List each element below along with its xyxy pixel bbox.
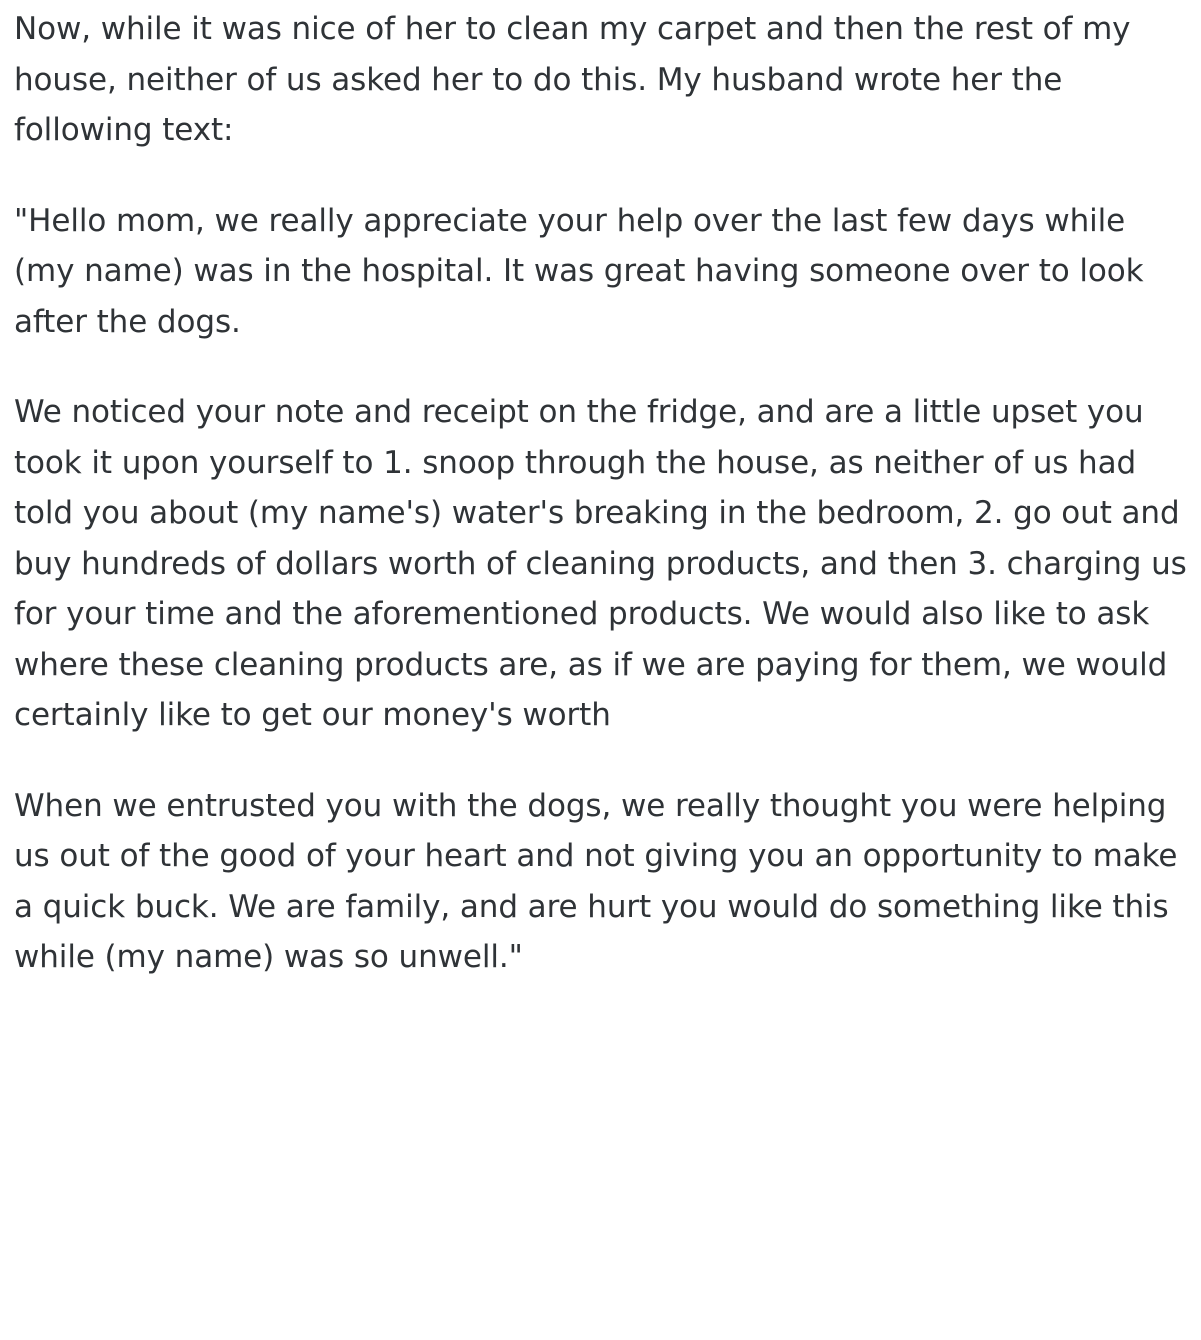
paragraph-1: Now, while it was nice of her to clean my carpet and then the rest of my house, neither of us asked her to do this. My husband wrote her the following text:	[14, 11, 1131, 149]
paragraph-3: We noticed your note and receipt on the fridge, and are a little upset you took it upon yourself to 1. snoop through the house, as neither of us had told you about (my name's) water's breaking in the bedroom, 2. go out and buy hundreds of dollars worth of cleaning products, and then 3. charging us for your time and the aforementioned products. We would also like to ask where these cleaning products are, as if we are paying for them, we would certainly like to get our money's worth	[14, 394, 1187, 734]
paragraph-2: "Hello mom, we really appreciate your help over the last few days while (my name) was in the hospital. It was great having someone over to look after the dogs.	[14, 202, 1144, 340]
post-body	[0, 4, 1201, 983]
paragraph-4: When we entrusted you with the dogs, we really thought you were helping us out of the good of your heart and not giving you an opportunity to make a quick buck. We are family, and are hurt you would do something like this while (my name) was so unwell."	[14, 787, 1178, 976]
